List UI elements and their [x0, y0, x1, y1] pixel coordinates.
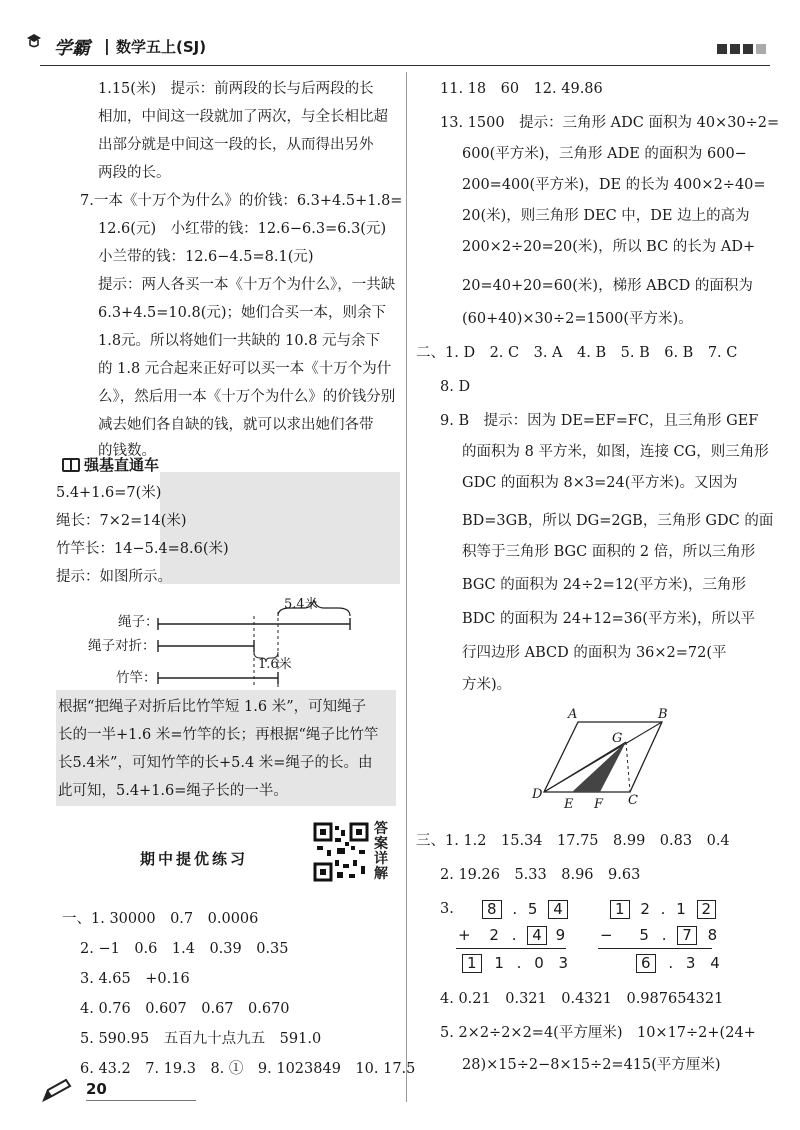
answer-line: 的面积为 8 平方米，如图，连接 CG，则三角形 [462, 444, 769, 460]
text-line: 出部分就是中间这一段的长，从而得出另外 [98, 137, 374, 153]
answer-line: 3. [440, 901, 454, 917]
text-line: 7.一本《十万个为什么》的价钱：6.3+4.5+1.8= [80, 193, 403, 209]
text-line: 减去她们各自缺的钱，就可以求出她们各带 [98, 417, 374, 433]
brace-label-top: 5.4米 [284, 597, 318, 612]
text-line: 此可知，5.4+1.6=绳子长的一半。 [58, 783, 288, 799]
text-line: 么》，然后用一本《十万个为什么》的价钱分别 [98, 389, 396, 405]
answer-line: 13. 1500 提示：三角形 ADC 面积为 40×30÷2= [440, 115, 780, 131]
answer-line: 11. 18 60 12. 49.86 [440, 81, 603, 97]
segment-lines [150, 596, 360, 692]
answer-line: 2. 19.26 5.33 8.96 9.63 [440, 867, 641, 883]
text-line: 1.15(米) 提示：前两段的长与后两段的长 [98, 81, 374, 97]
label-rope: 绳子： [118, 614, 159, 630]
answer-line: 4. 0.76 0.607 0.67 0.670 [80, 1001, 290, 1017]
answer-line: (60+40)×30÷2=1500(平方米)。 [462, 311, 693, 327]
section-title-midterm: 期中提优练习 [140, 850, 249, 868]
answer-line: 3. 4.65 +0.16 [80, 971, 190, 987]
calc-line: 5.4+1.6=7(米) [56, 485, 162, 501]
answer-line: GDC 的面积为 8×3=24(平方米)。又因为 [462, 475, 738, 491]
vertex-label-f: F [594, 797, 604, 812]
digit-box: 4 [548, 900, 568, 919]
digit-box: 8 [482, 900, 502, 919]
answer-line: 行四边形 ABCD 的面积为 36×2=72(平 [462, 645, 727, 661]
digit-box: 1 [610, 900, 630, 919]
brace-label-bottom: 1.6米 [258, 657, 292, 672]
book-icon [62, 458, 80, 472]
vertex-label-e: E [564, 797, 574, 812]
text-line: 两段的长。 [98, 165, 171, 181]
vertex-label-g: G [612, 731, 623, 746]
answer-line: 三、1. 1.2 15.34 17.75 8.99 0.83 0.4 [416, 833, 730, 849]
text-line: 根据“把绳子对折后比竹竿短 1.6 米”，可知绳子 [58, 699, 367, 715]
text-line: 的 1.8 元合起来正好可以买一本《十万个为什 [98, 361, 392, 377]
answer-line: 5. 2×2÷2×2=4(平方厘米) 10×17÷2+(24+ [440, 1025, 756, 1041]
answer-line: BGC 的面积为 24÷2=12(平方米)，三角形 [462, 577, 747, 593]
calc-line: 竹竿长：14−5.4=8.6(米) [56, 541, 229, 557]
answer-line: 4. 0.21 0.321 0.4321 0.987654321 [440, 991, 724, 1007]
answer-line: 20=40+20=60(米)，梯形 ABCD 的面积为 [462, 278, 753, 294]
text-line: 小兰带的钱：12.6−4.5=8.1(元) [98, 249, 314, 265]
digit-box: 2 [697, 900, 717, 919]
text-line: 提示：两人各买一本《十万个为什么》，一共缺 [98, 277, 396, 293]
answer-line: 积等于三角形 BGC 面积的 2 倍，所以三角形 [462, 544, 756, 560]
digit-box: 6 [636, 954, 656, 973]
page-rule [86, 1100, 196, 1101]
vertex-label-d: D [532, 787, 543, 802]
column-divider [406, 72, 407, 1102]
answer-line: 5. 590.95 五百九十点九五 591.0 [80, 1031, 322, 1047]
digit-box: 4 [527, 926, 547, 945]
text-line: 长5.4米”，可知竹竿的长+5.4 米=绳子的长。由 [58, 755, 373, 771]
digit-box: 1 [462, 954, 482, 973]
section-heading: 强基直通车 [62, 454, 159, 475]
answer-line: 600(平方米)，三角形 ADE 的面积为 600− [462, 146, 747, 162]
pencil-icon [40, 1078, 80, 1104]
answer-line: 200×2÷20=20(米)，所以 BC 的长为 AD+ [462, 239, 756, 255]
answer-line: 2. −1 0.6 1.4 0.39 0.35 [80, 941, 289, 957]
vertex-label-a: A [568, 707, 578, 722]
header-squares-decoration [717, 44, 766, 54]
answer-line: 一、1. 30000 0.7 0.0006 [62, 911, 259, 927]
graduation-cap-icon [26, 32, 42, 50]
qr-code-icon[interactable] [313, 822, 369, 882]
calc-line: 绳长：7×2=14(米) [56, 513, 187, 529]
answer-line: 20(米)，则三角形 DEC 中，DE 边上的高为 [462, 208, 750, 224]
text-line: 相加，中间这一段就加了两次，与全长相比超 [98, 109, 388, 125]
answer-line: 28)×15÷2−8×15÷2=415(平方厘米) [462, 1057, 721, 1073]
answer-line: 方米)。 [462, 677, 512, 693]
answer-line: BDC 的面积为 24+12=36(平方米)，所以平 [462, 611, 756, 627]
qr-caption: 答案详解 [374, 821, 388, 882]
calc-line: 提示：如图所示。 [56, 569, 172, 585]
shaded-background [160, 472, 400, 584]
text-line: 1.8元。所以将她们一共缺的 10.8 元与余下 [98, 333, 381, 349]
label-folded-rope: 绳子对折： [88, 638, 156, 654]
label-pole: 竹竿： [116, 670, 157, 686]
page-header [40, 30, 770, 66]
answer-line: 9. B 提示：因为 DE=EF=FC，且三角形 GEF [440, 413, 759, 429]
digit-box: 7 [677, 926, 697, 945]
text-line: 的钱数。 [98, 443, 156, 459]
brand-logo: 学霸 [54, 38, 90, 59]
text-line: 6.3+4.5=10.8(元)；她们合买一本，则余下 [98, 305, 387, 321]
header-separator: | [104, 36, 110, 55]
answer-line: 6. 43.2 7. 19.3 8. ① 9. 1023849 10. 17.5 [80, 1061, 416, 1077]
vertex-label-b: B [658, 707, 668, 722]
answer-line: 200=400(平方米)，DE 的长为 400×2÷40= [462, 177, 766, 193]
text-line: 长的一半+1.6 米=竹竿的长；再根据“绳子比竹竿 [58, 727, 379, 743]
vertex-label-c: C [628, 793, 638, 808]
text-line: 12.6(元) 小红带的钱：12.6−6.3=6.3(元) [98, 221, 387, 237]
book-title: 数学五上(SJ) [116, 38, 207, 56]
answer-line: BD=3GB，所以 DG=2GB，三角形 GDC 的面 [462, 513, 774, 529]
answer-line: 二、1. D 2. C 3. A 4. B 5. B 6. B 7. C [416, 345, 738, 361]
answer-line: 8. D [440, 379, 471, 395]
